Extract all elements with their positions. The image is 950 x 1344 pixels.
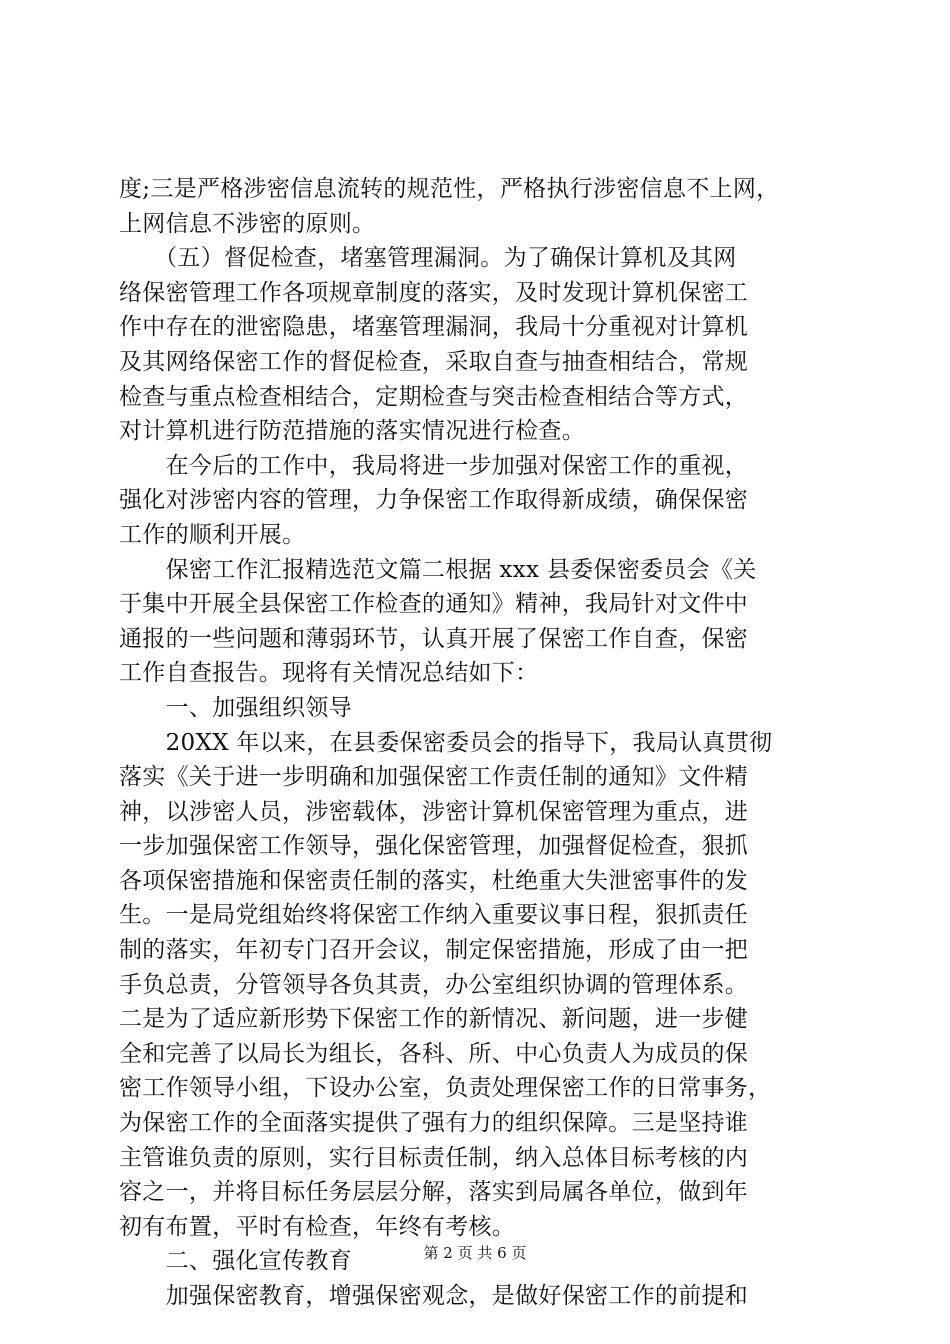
text-line: 加强保密教育，增强保密观念，是做好保密工作的前提和 [119, 1283, 749, 1309]
text-line: 一步加强保密工作领导，强化保密管理，加强督促检查，狠抓 [119, 833, 749, 860]
text-line: 各项保密措施和保密责任制的落实，杜绝重大失泄密事件的发 [119, 867, 749, 894]
text-line: 全和完善了以局长为组长，各科、所、中心负责人为成员的保 [119, 1040, 749, 1067]
text-line: 通报的一些问题和薄弱环节，认真开展了保密工作自查，保密 [119, 625, 749, 652]
text-line: 神，以涉密人员，涉密载体，涉密计算机保密管理为重点，进 [119, 798, 749, 825]
text-line: 作中存在的泄密隐患，堵塞管理漏洞，我局十分重视对计算机 [119, 314, 749, 341]
text-line: 密工作领导小组，下设办公室，负责处理保密工作的日常事务， [119, 1075, 772, 1102]
text-line: 落实《关于进一步明确和加强保密工作责任制的通知》文件精 [119, 764, 749, 791]
text-line: 初有布置，平时有检查，年终有考核。 [119, 1213, 516, 1240]
section-heading: 二、强化宣传教育 [119, 1248, 352, 1275]
text-line: 容之一，并将目标任务层层分解，落实到局属各单位，做到年 [119, 1179, 749, 1206]
text-line: 制的落实，年初专门召开会议，制定保密措施，形成了由一把 [119, 937, 749, 964]
text-line: 上网信息不涉密的原则。 [119, 210, 376, 237]
text-line: 20XX 年以来，在县委保密委员会的指导下，我局认真贯彻 [119, 729, 773, 756]
text-line: 为保密工作的全面落实提供了强有力的组织保障。三是坚持谁 [119, 1110, 749, 1137]
text-line: 保密工作汇报精选范文篇二根据 xxx 县委保密委员会《关 [119, 556, 757, 583]
text-line: 检查与重点检查相结合，定期检查与突击检查相结合等方式， [119, 383, 749, 410]
section-heading: 一、加强组织领导 [119, 694, 352, 721]
text-line: （五）督促检查，堵塞管理漏洞。为了确保计算机及其网 [119, 245, 737, 272]
text-line: 度;三是严格涉密信息流转的规范性，严格执行涉密信息不上网， [119, 176, 780, 202]
text-line: 络保密管理工作各项规章制度的落实，及时发现计算机保密工 [119, 279, 749, 306]
text-line: 工作的顺利开展。 [119, 521, 306, 548]
text-line: 手负总责，分管领导各负其责，办公室组织协调的管理体系。 [119, 971, 749, 998]
text-line: 生。一是局党组始终将保密工作纳入重要议事日程，狠抓责任 [119, 902, 749, 929]
text-line: 及其网络保密工作的督促检查，采取自查与抽查相结合，常规 [119, 348, 749, 375]
text-line: 主管谁负责的原则，实行目标责任制，纳入总体目标考核的内 [119, 1144, 749, 1171]
text-line: 于集中开展全县保密工作检查的通知》精神，我局针对文件中 [119, 591, 749, 618]
document-body [119, 172, 831, 1314]
page-number-footer: 第 2 页 共 6 页 [423, 1244, 527, 1262]
text-line: 在今后的工作中，我局将进一步加强对保密工作的重视， [119, 452, 749, 479]
text-line: 二是为了适应新形势下保密工作的新情况、新问题，进一步健 [119, 1006, 749, 1033]
text-line: 工作自查报告。现将有关情况总结如下： [119, 660, 539, 687]
text-line: 强化对涉密内容的管理，力争保密工作取得新成绩，确保保密 [119, 487, 749, 514]
text-line: 对计算机进行防范措施的落实情况进行检查。 [119, 418, 585, 445]
